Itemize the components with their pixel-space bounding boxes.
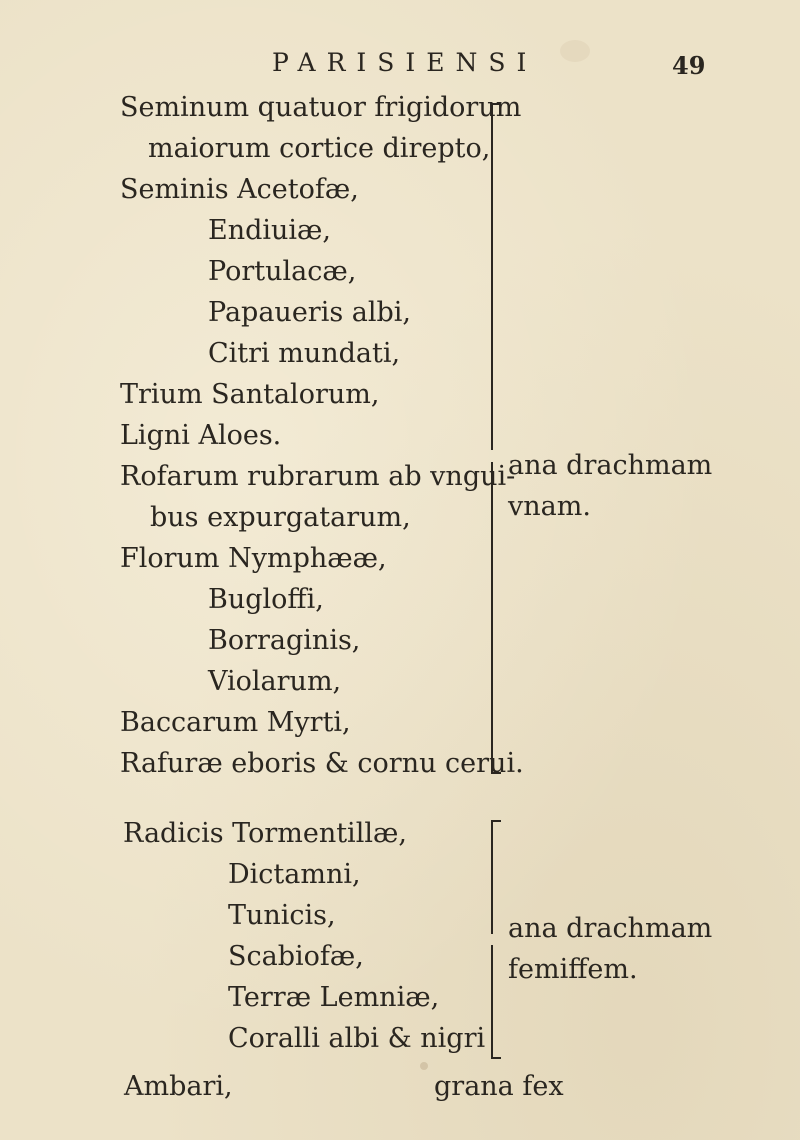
ingredient-line: Terræ Lemniæ, [228, 982, 440, 1013]
brace-upper [491, 103, 501, 450]
running-title: PARISIENSI [272, 48, 538, 77]
ingredient-line: Borraginis, [208, 625, 361, 656]
ingredient-line: Baccarum Myrti, [120, 707, 351, 738]
ingredient-line: Florum Nymphææ, [120, 543, 387, 574]
dose-line: ana drachmam [508, 450, 713, 481]
paper-stain [560, 40, 590, 62]
quantity-line: grana fex [434, 1071, 564, 1102]
ingredient-line: bus expurgatarum, [150, 502, 411, 533]
ingredient-line: Rofarum rubrarum ab vngui- [120, 461, 516, 492]
dose-line: femiffem. [508, 954, 638, 985]
ingredient-line: Papaueris albi, [208, 297, 412, 328]
ingredient-line: Ambari, [124, 1071, 233, 1102]
ingredient-line: Portulacæ, [208, 256, 357, 287]
brace-upper [491, 820, 501, 934]
ingredient-line: Tunicis, [228, 900, 336, 931]
ink-spot [420, 1062, 428, 1070]
ingredient-line: Endiuiæ, [208, 215, 332, 246]
ingredient-line: Trium Santalorum, [120, 379, 380, 410]
dose-line: vnam. [508, 491, 591, 522]
ingredient-line: Seminis Acetofæ, [120, 174, 359, 205]
brace-lower [491, 462, 501, 774]
ingredient-line: Coralli albi & nigri [228, 1023, 486, 1054]
ingredient-line: Citri mundati, [208, 338, 401, 369]
ingredient-line: Violarum, [208, 666, 342, 697]
ingredient-line: Dictamni, [228, 859, 361, 890]
ingredient-line: Seminum quatuor frigidorum [120, 92, 522, 123]
ingredient-line: maiorum cortice direpto, [148, 133, 491, 164]
ingredient-line: Bugloffi, [208, 584, 324, 615]
ingredient-line: Ligni Aloes. [120, 420, 282, 451]
ingredient-line: Radicis Tormentillæ, [123, 818, 407, 849]
ingredient-line: Rafuræ eboris & cornu cerui. [120, 748, 524, 779]
ingredient-line: Scabiofæ, [228, 941, 364, 972]
brace-lower [491, 945, 501, 1059]
page-number: 49 [672, 51, 706, 80]
dose-line: ana drachmam [508, 913, 713, 944]
